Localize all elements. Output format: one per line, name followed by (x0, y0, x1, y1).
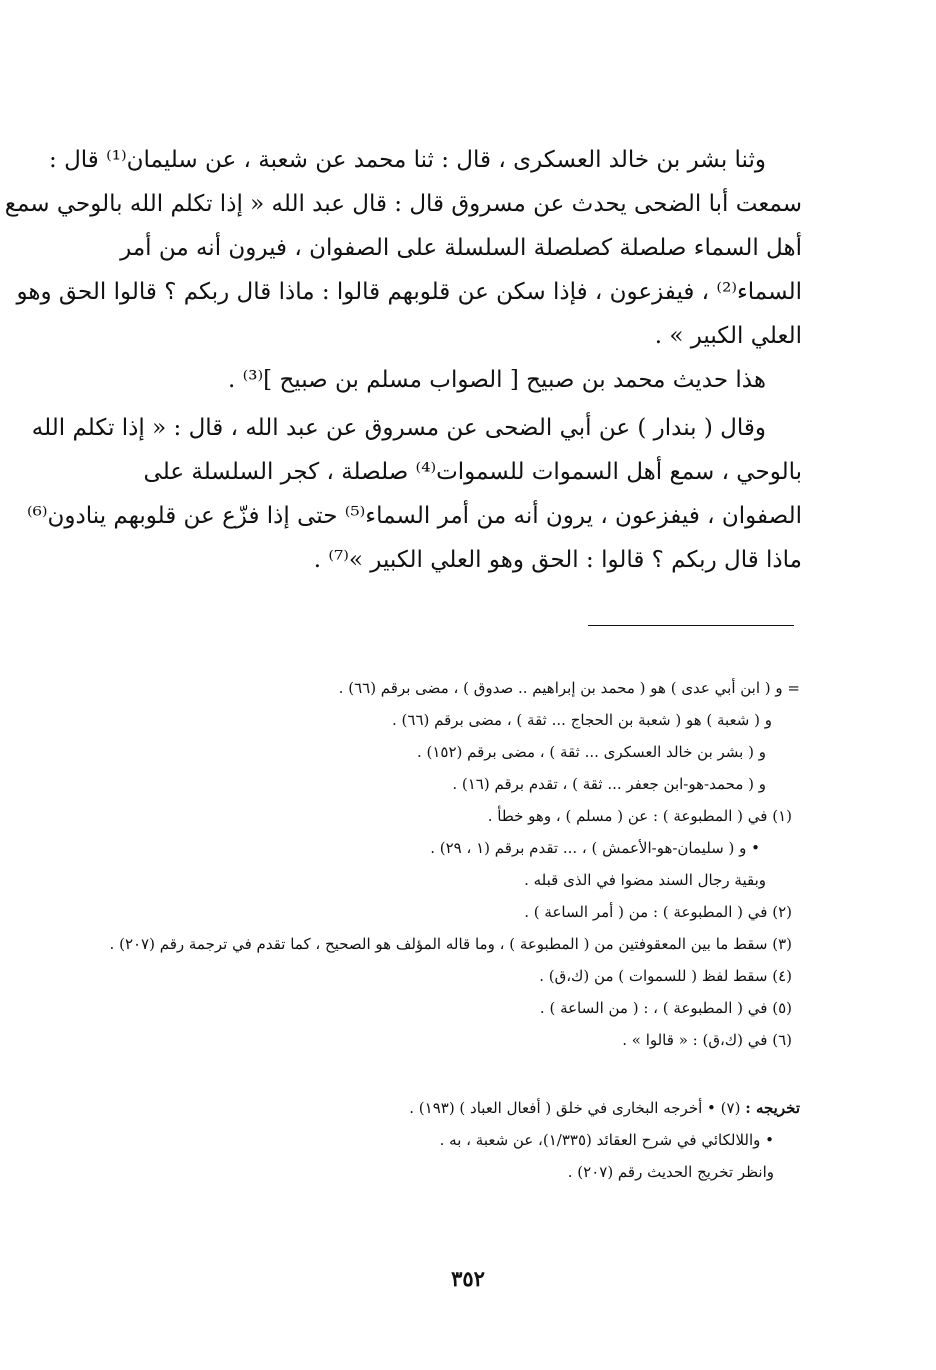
footnote-line: (٥) في ( المطبوعة ) ، : ( من الساعة ) . (539, 999, 792, 1017)
takhrij-line (130, 1092, 800, 1124)
takhrij-text: (٧) • أخرجه البخارى في خلق ( أفعال العباد ) (١٩٣) . (409, 1099, 741, 1117)
footnote-line: و ( شعبة ) هو ( شعبة بن الحجاج ... ثقة ) ، مضى برقم (٦٦) . (392, 711, 772, 729)
body-line: أهل السماء صلصلة كصلصلة السلسلة على الصفوان ، فيرون أنه من أمر (120, 235, 802, 261)
footnote-line: = و ( ابن أبي عدى ) هو ( محمد بن إبراهيم .. صدوق ) ، مضى برقم (٦٦) . (338, 679, 800, 697)
footnote-line: (٢) في ( المطبوعة ) : من ( أمر الساعة ) . (524, 903, 792, 921)
footnote-separator (588, 625, 794, 626)
body-line: الصفوان ، فيفزعون ، يرون أنه من أمر السماء⁽⁵⁾ حتى إذا فزّع عن قلوبهم ينادون⁽⁶⁾ (26, 503, 802, 529)
takhrij-line: • واللالكائي في شرح العقائد (١/٣٣٥)، عن شعبة ، به . (439, 1131, 774, 1149)
body-line: سمعت أبا الضحى يحدث عن مسروق قال : قال عبد الله « إذا تكلم الله بالوحي سمع (4, 191, 802, 217)
takhrij-section (130, 1092, 800, 1188)
footnote-line: (١) في ( المطبوعة ) : عن ( مسلم ) ، وهو خطأ . (487, 807, 792, 825)
footnote-line: وبقية رجال السند مضوا في الذى قبله . (524, 871, 766, 889)
footnote-line: • و ( سليمان-هو-الأعمش ) ، ... تقدم برقم (١ ، ٢٩) . (430, 839, 760, 857)
body-line: وقال ( بندار ) عن أبي الضحى عن مسروق عن عبد الله ، قال : « إذا تكلم الله (31, 415, 766, 441)
main-text (4, 138, 802, 582)
body-line: السماء⁽²⁾ ، فيفزعون ، فإذا سكن عن قلوبهم قالوا : ماذا قال ربكم ؟ قالوا الحق وهو (16, 279, 802, 305)
body-line: هذا حديث محمد بن صبيح [ الصواب مسلم بن صبيح ]⁽³⁾ . (228, 367, 766, 393)
footnotes (109, 672, 800, 1056)
body-line: وثنا بشر بن خالد العسكرى ، قال : ثنا محمد عن شعبة ، عن سليمان⁽¹⁾ قال : (49, 147, 766, 173)
footnote-line: و ( محمد-هو-ابن جعفر ... ثقة ) ، تقدم برقم (١٦) . (452, 775, 766, 793)
footnote-line: و ( بشر بن خالد العسكرى ... ثقة ) ، مضى برقم (١٥٢) . (416, 743, 766, 761)
page-number: ٣٥٢ (451, 1266, 485, 1291)
takhrij-label: تخريجه : (745, 1099, 800, 1117)
footnote-line: (٣) سقط ما بين المعقوفتين من ( المطبوعة ) ، وما قاله المؤلف هو الصحيح ، كما تقدم في ترجمة رقم (٢٠٧) . (109, 935, 792, 953)
footnote-line: (٦) في (ك،ق) : « قالوا » . (622, 1031, 792, 1049)
takhrij-line: وانظر تخريج الحديث رقم (٢٠٧) . (567, 1163, 774, 1181)
footnote-line: (٤) سقط لفظ ( للسموات ) من (ك،ق) . (539, 967, 792, 985)
body-line: ماذا قال ربكم ؟ قالوا : الحق وهو العلي الكبير »⁽⁷⁾ . (313, 547, 802, 573)
body-line: بالوحي ، سمع أهل السموات للسموات⁽⁴⁾ صلصلة ، كجر السلسلة على (143, 459, 802, 485)
body-line: العلي الكبير » . (654, 323, 802, 349)
